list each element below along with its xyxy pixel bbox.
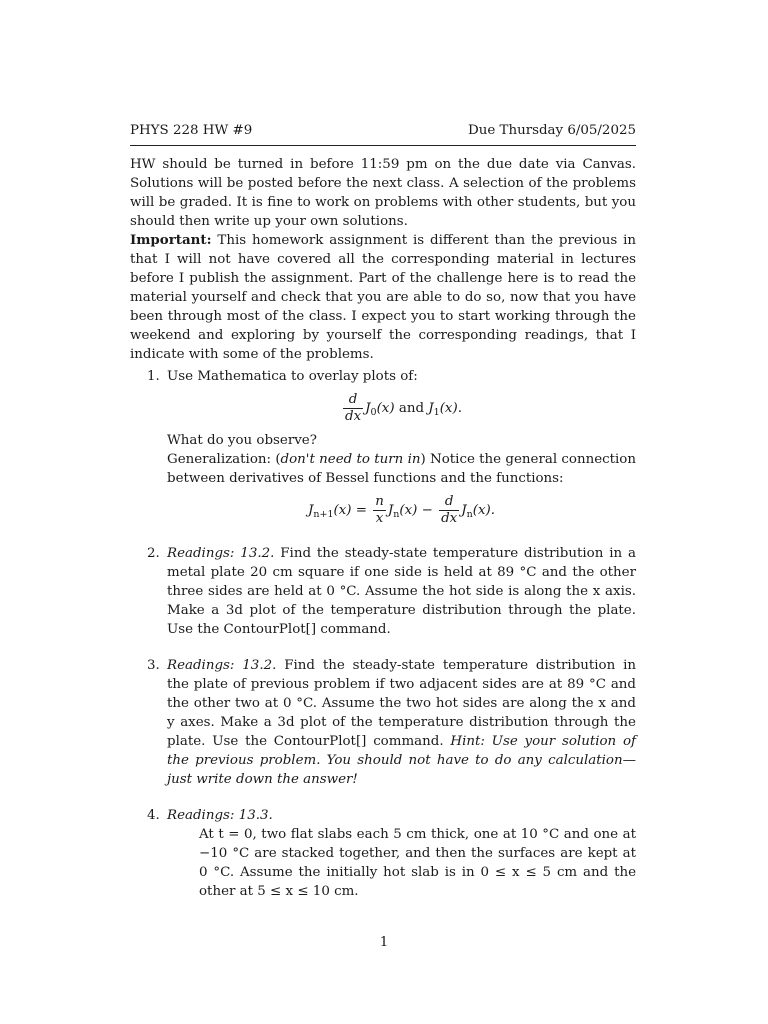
problem-4-text: At t = 0, two flat slabs each 5 cm thick, one at 10 °C and one at −10 °C are stacked together, and then the surfaces are kept at 0 °C. Assume the initially hot slab is in 0 ≤ x ≤ 5 cm and the other at 5 ≤ x ≤ 10 cm.: [199, 827, 636, 899]
problem-2-text: Readings: 13.2. Find the steady-state temperature distribution in a metal plate 20 cm square if one side is held at 89 °C and the other three sides are held at 0 °C. Assume the hot side is along the x axis. Make a 3d plot of the temperature distribution through the plate. Use the ContourPlot[] command.: [167, 546, 636, 637]
instructions: [130, 155, 636, 364]
problem-number: 4.: [147, 808, 160, 823]
problem-4: [130, 806, 636, 901]
problem-number: 1.: [147, 369, 160, 384]
equation-1: $\frac{d}{dx}$ $J_0(x)$ and $J_1(x)$.: [345, 392, 462, 424]
problem-1-intro: Use Mathematica to overlay plots of:: [167, 369, 418, 384]
problem-number: 3.: [147, 658, 160, 673]
important-paragraph: [130, 231, 636, 364]
problem-1-question: What do you observe?: [167, 433, 317, 448]
problem-3: [130, 656, 636, 789]
problem-1: [130, 367, 636, 527]
problem-1-generalization: Generalization: (don't need to turn in) Notice the general connection between derivatives of Bessel functions and the functions:: [167, 452, 636, 486]
header-rule: [130, 145, 636, 146]
readings-label: Readings: 13.2.: [167, 546, 275, 561]
course-title: PHYS 228 HW #9: [130, 123, 253, 138]
due-date: Due Thursday 6/05/2025: [467, 123, 636, 138]
important-label: Important:: [130, 232, 212, 248]
problem-3-text: Readings: 13.2. Find the steady-state temperature distribution in the plate of previous problem if two adjacent sides are at 89 °C and the other two at 0 °C. Assume the two hot sides are along the x and y axes. Make a 3d plot of the temperature distribution through the plate. Use the ContourPlot[] command. Hint: Use your solution of the previous problem. You should not have to do any calculation—just write down the answer!: [167, 658, 637, 787]
problem-2: [130, 544, 636, 639]
equation-2: $J_{n+1}(x)$ = $\frac{n}{x}$ $J_n(x)$ − $\frac{d}{dx}$ $J_n(x)$.: [308, 494, 495, 526]
important-text: This homework assignment is different than the previous in that I will not have covered all the corresponding material in lectures before I publish the assignment. Part of the challenge here is to read the material yourself and check that you are able to do so, now that you have been through most of the class. I expect you to start working through the weekend and exploring by yourself the corresponding readings, that I indicate with some of the problems.: [130, 233, 636, 362]
derivative-fraction: $\frac{d}{dx}$: [345, 392, 362, 424]
problem-number: 2.: [147, 546, 160, 561]
hint-text: Hint: Use your solution of the previous problem. You should not have to do any calculation—just write down the answer!: [167, 734, 637, 787]
readings-label: Readings: 13.2.: [167, 658, 277, 673]
n-over-x-fraction: $\frac{n}{x}$: [375, 494, 384, 526]
instructions-paragraph: HW should be turned in before 11:59 pm on the due date via Canvas. Solutions will be posted before the next class. A selection of the problems will be graded. It is fine to work on problems with other students, but you should then write up your own solutions.: [130, 157, 636, 229]
readings-label: Readings: 13.3.: [167, 808, 273, 823]
page-number: 1: [379, 935, 389, 950]
page-header: [130, 121, 636, 140]
problem-list: [130, 367, 636, 918]
derivative-fraction: $\frac{d}{dx}$: [441, 494, 458, 526]
